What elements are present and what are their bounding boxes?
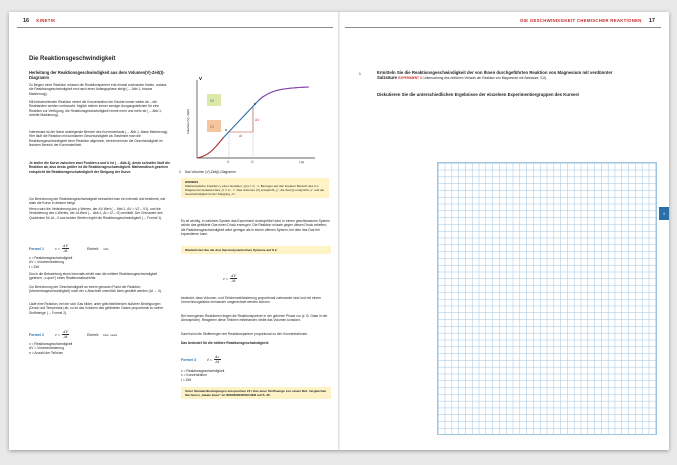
volume-time-diagram — [179, 74, 319, 164]
paragraph-5: Zur Berechnung der Reaktionsgeschwindigkeit betrachtet man ein Intervall und bestimmt, wie stark die Kurve in diesem steigt. — [29, 197, 166, 206]
left-running-title: KINETIK — [36, 18, 56, 23]
start-phase-curve — [197, 138, 223, 158]
formula-2 — [29, 330, 117, 339]
paragraph-4: Je steiler die Kurve zwischen zwei Punkten a und b ist (→ Abb.1), desto schneller läuft die Reaktion ab, also desto größer ist die Reaktionsgeschwindigkeit. Mathematisch gesehen entspricht die Reaktionsgeschwindigkeit der Steigung der Kurve. — [29, 161, 170, 174]
repeat-box: Wiederholen Sie die drei thermodynamischen Systeme auf S.2. — [181, 246, 331, 254]
paragraph-7: Durch die Betrachtung eines Intervalls erhält man die mittlere Reaktionsgeschwindigkeit (gelesen: „v-quer“) eines Reaktionsabschnitts. — [29, 272, 158, 281]
formula-2-legend — [29, 342, 171, 355]
formula-1-numerator: ΔV — [62, 244, 69, 248]
t1-label: t1 — [227, 160, 230, 164]
paragraph-2: Mit fortschreitender Reaktion nimmt die Konzentration der Edukte immer weiter ab – die Reaktanden werden verbraucht; folglich stehen immer weniger Ausgangsteilchen für eine Reaktion zur Verfügung, die Reaktionsgeschwindigkeit nimmt mehr und mehr ab (→ Abb.1, violette Markierung). — [29, 100, 162, 117]
task-line-1: Ermitteln Sie die Reaktionsgeschwindigkeit der von Ihnen durchgeführten Reaktion von Magnesium mit verdünnter Salzsäure — [377, 70, 613, 80]
right-header-rule — [345, 27, 661, 28]
paragraph-1: Zu Beginn einer Reaktion müssen die Reaktionspartner erst einmal zueinander finden, sodass die Reaktionsgeschwindigkeit erst nach einer Anfangsphase steigt (→ Abb.1, braune Markierung). — [29, 83, 167, 96]
y-axis-title: Volumen (V), ml(h) — [186, 108, 190, 134]
legend-3-item: v = Reaktionsgeschwindigkeit — [181, 369, 225, 373]
formula-3-fraction — [214, 355, 221, 364]
legend-1-item: v = Reaktionsgeschwindigkeit — [29, 256, 73, 260]
col2-paragraph-1: Es ist wichtig, in welchem System das Experiment durchgeführt wird: In einem geschlossenen System würde das gebildete Gas einen Druck erzeugen. Die Reaktion müsste gegen diesen Druck arbeiten; die Reaktionsgeschwindigkeit wäre geringer als in einem offenen System, bei dem das Gas frei expandieren kann. — [181, 219, 330, 236]
point-b-label: b — [254, 102, 256, 106]
end-phase-curve — [259, 87, 309, 100]
book-spread — [9, 12, 669, 450]
task-line-2: Diskutieren Sie die unterschiedlichen Ergebnisse der einzelnen Experimentiergruppen des Kurses! — [377, 92, 580, 97]
col2-paragraph-3: Bei homogenen Reaktionen liegen die Reaktionspartner in der gleichen Phase vor (z. B. Gase in der Atmosphäre). Reagieren diese Teilchen miteinander, bleibt das Volumen konstant. — [181, 314, 328, 323]
formula-2-denominator: Δt — [63, 335, 68, 339]
formula-2-fraction — [62, 330, 69, 339]
hint-box — [181, 178, 329, 198]
answer-grid[interactable] — [437, 162, 657, 435]
v1-label: V1 — [210, 125, 215, 129]
formula-1-lhs: v = — [55, 246, 60, 251]
formula-1-fraction — [62, 244, 69, 253]
book-gutter — [338, 12, 340, 450]
paragraph-3: Interessant ist der linear ansteigende Bereich des Kurvenverlaufs (→ Abb.1, blaue Markierung). Hier läuft die Reaktion mit konstanter Geschwindigkeit ab. Bestimmt man die Reaktionsgeschwindigkeit einer Reaktion allgemein, berechnet man die Geschwindigkeit im linearen Bereich der Kurvensteilheit. — [29, 130, 169, 147]
task-experiment-reference-text: : Untersuchung des zeitlichen Verlaufs der Reaktion von Magnesium mit Salzsäure, S.6). — [421, 76, 547, 80]
x-axis-title: t (s) — [299, 160, 305, 164]
legend-2-item: v = Reaktionsgeschwindigkeit — [29, 342, 73, 346]
formula-1-label: Formel 1 — [29, 246, 44, 251]
left-page-number: 16 — [23, 18, 30, 24]
col2-paragraph-4: Damit sind die Stoffmengen der Reaktionspartner proportional zu den Konzentrationen. — [181, 332, 309, 336]
formula-2-unit: bzw. mol/s — [103, 332, 118, 337]
col2-paragraph-2: bedeutet, dass Volumen- und Teilchenzahländerung proportional zueinander sind und mit einem Umrechnungsfaktor ineinander umgerechnet werden können. — [181, 296, 321, 305]
formula-2-label: Formel 2 — [29, 332, 44, 337]
formula-3-numerator: Δc — [214, 355, 220, 359]
hint-text: Mathematische Funktion y einer Geraden: y(x) = m · x. Bezogen auf den linearen Bereich des V-t-Diagramms bedeutet dies „V = m · t“. Das Volumen (V) entspricht „y“, die Zeit (t) entspricht „x“ und die Geschwindigkeit ist der Steigung „m“. — [185, 184, 325, 197]
point-a-label: a — [225, 128, 227, 132]
v2-label: V2 — [210, 99, 215, 103]
col2-formula-lhs: v = — [223, 276, 228, 281]
left-page-header — [17, 17, 56, 25]
col2-formula — [223, 274, 237, 283]
formula-1 — [29, 244, 109, 253]
formula-2-lhs: v = — [55, 332, 60, 337]
paragraph-6: Hierzu wird die Veränderung des y-Wertes, der ΔV-Wert (→ Abb.1, ΔV = V2 – V1), und die Veränderung des x-Wertes, der Δt-Wert (→ Abb.1, Δt = t2 – t1) ermittelt. Der Grenzwert des Quotienten für Δt→0 aus beiden Werten ergibt die Reaktionsgeschwindigkeit (→ Formel 1). — [29, 207, 163, 220]
col2-paragraph-5: Das bedeutet für die mittlere Reaktionsgeschwindigkeit: — [181, 341, 269, 345]
formula-1-denominator: Δt — [63, 249, 68, 253]
legend-3-item: c = Konzentration — [181, 373, 207, 378]
figure-caption-number: 1 — [179, 170, 181, 174]
y-axis-label: V — [199, 76, 203, 81]
legend-2-item: n = Anzahl der Teilchen — [29, 350, 64, 355]
task-number: 1 — [359, 72, 361, 76]
right-page-header — [520, 17, 661, 25]
formula-3-lhs: v̄ = — [207, 357, 212, 362]
legend-3-item: t = Zeit — [181, 377, 192, 382]
delta-v-label: ΔV — [255, 118, 260, 122]
left-header-rule — [17, 27, 333, 28]
formula-1-unit-label: Einheit: — [87, 246, 100, 251]
formula-3-denominator: Δt — [215, 360, 220, 364]
figure-caption-text: Das Volumen (V)-Zeit(t)-Diagramm — [184, 170, 236, 174]
task-text — [377, 70, 627, 81]
formula-1-unit: ml/s — [103, 246, 109, 251]
col2-formula-fraction — [230, 274, 237, 283]
figure-caption — [179, 170, 319, 174]
col2-formula-numerator: ΔV — [230, 274, 237, 278]
formula-3-label: Formel 3 — [181, 357, 196, 362]
right-running-title: DIE GESCHWINDIGKEIT CHEMISCHER REAKTIONEN — [520, 18, 642, 23]
formula-1-legend — [29, 256, 171, 269]
note-box: Unter Standardbedingungen entsprechen 24 l Gas einer Stoffmenge von einem Mol. Vergleichen Sie hierzu „Ideale Gase“ im WISSENSSPEICHER auf S. 36. — [181, 387, 331, 399]
right-page-number: 17 — [648, 18, 655, 24]
paragraph-9: Läuft eine Reaktion, bei der sich Gas bildet, unter gleichbleibenden äußeren Bedingungen (Druck und Temperatur) ab, so ist das Volumen des gebildeten Gases proportional zu seiner Stoffmenge (→ Formel 2). — [29, 302, 164, 315]
formula-2-numerator: ΔV — [62, 330, 69, 334]
paragraph-8: Zur Berechnung der Geschwindigkeit an einem genauen Punkt der Reaktion (Momentangeschwindigkeit) nutzt der x-Abschnitt unendlich klein gewählt werden (Δt → 0). — [29, 285, 162, 294]
legend-1-item: t = Zeit — [29, 264, 40, 269]
section-subtitle: Herleitung der Reaktionsgeschwindigkeit aus dem Volumen(V)-Zeit(t)-Diagramm — [29, 70, 165, 80]
formula-3-legend — [181, 369, 331, 382]
hint-title: HINWEIS — [185, 180, 199, 184]
t2-label: t2 — [251, 160, 254, 164]
delta-t-label: Δt — [239, 134, 243, 138]
chapter-side-tab[interactable]: I — [659, 207, 669, 220]
legend-1-item: ΔV = Volumenänderung — [29, 260, 64, 265]
section-title: Die Reaktionsgeschwindigkeit — [29, 56, 116, 62]
col2-formula-denominator: Δt — [231, 279, 236, 283]
formula-2-unit-label: Einheit: — [87, 332, 100, 337]
legend-2-item: ΔV = Volumenänderung — [29, 346, 64, 351]
task-experiment-reference[interactable]: EXPERIMENT 3 — [398, 76, 422, 80]
formula-3 — [181, 355, 221, 364]
